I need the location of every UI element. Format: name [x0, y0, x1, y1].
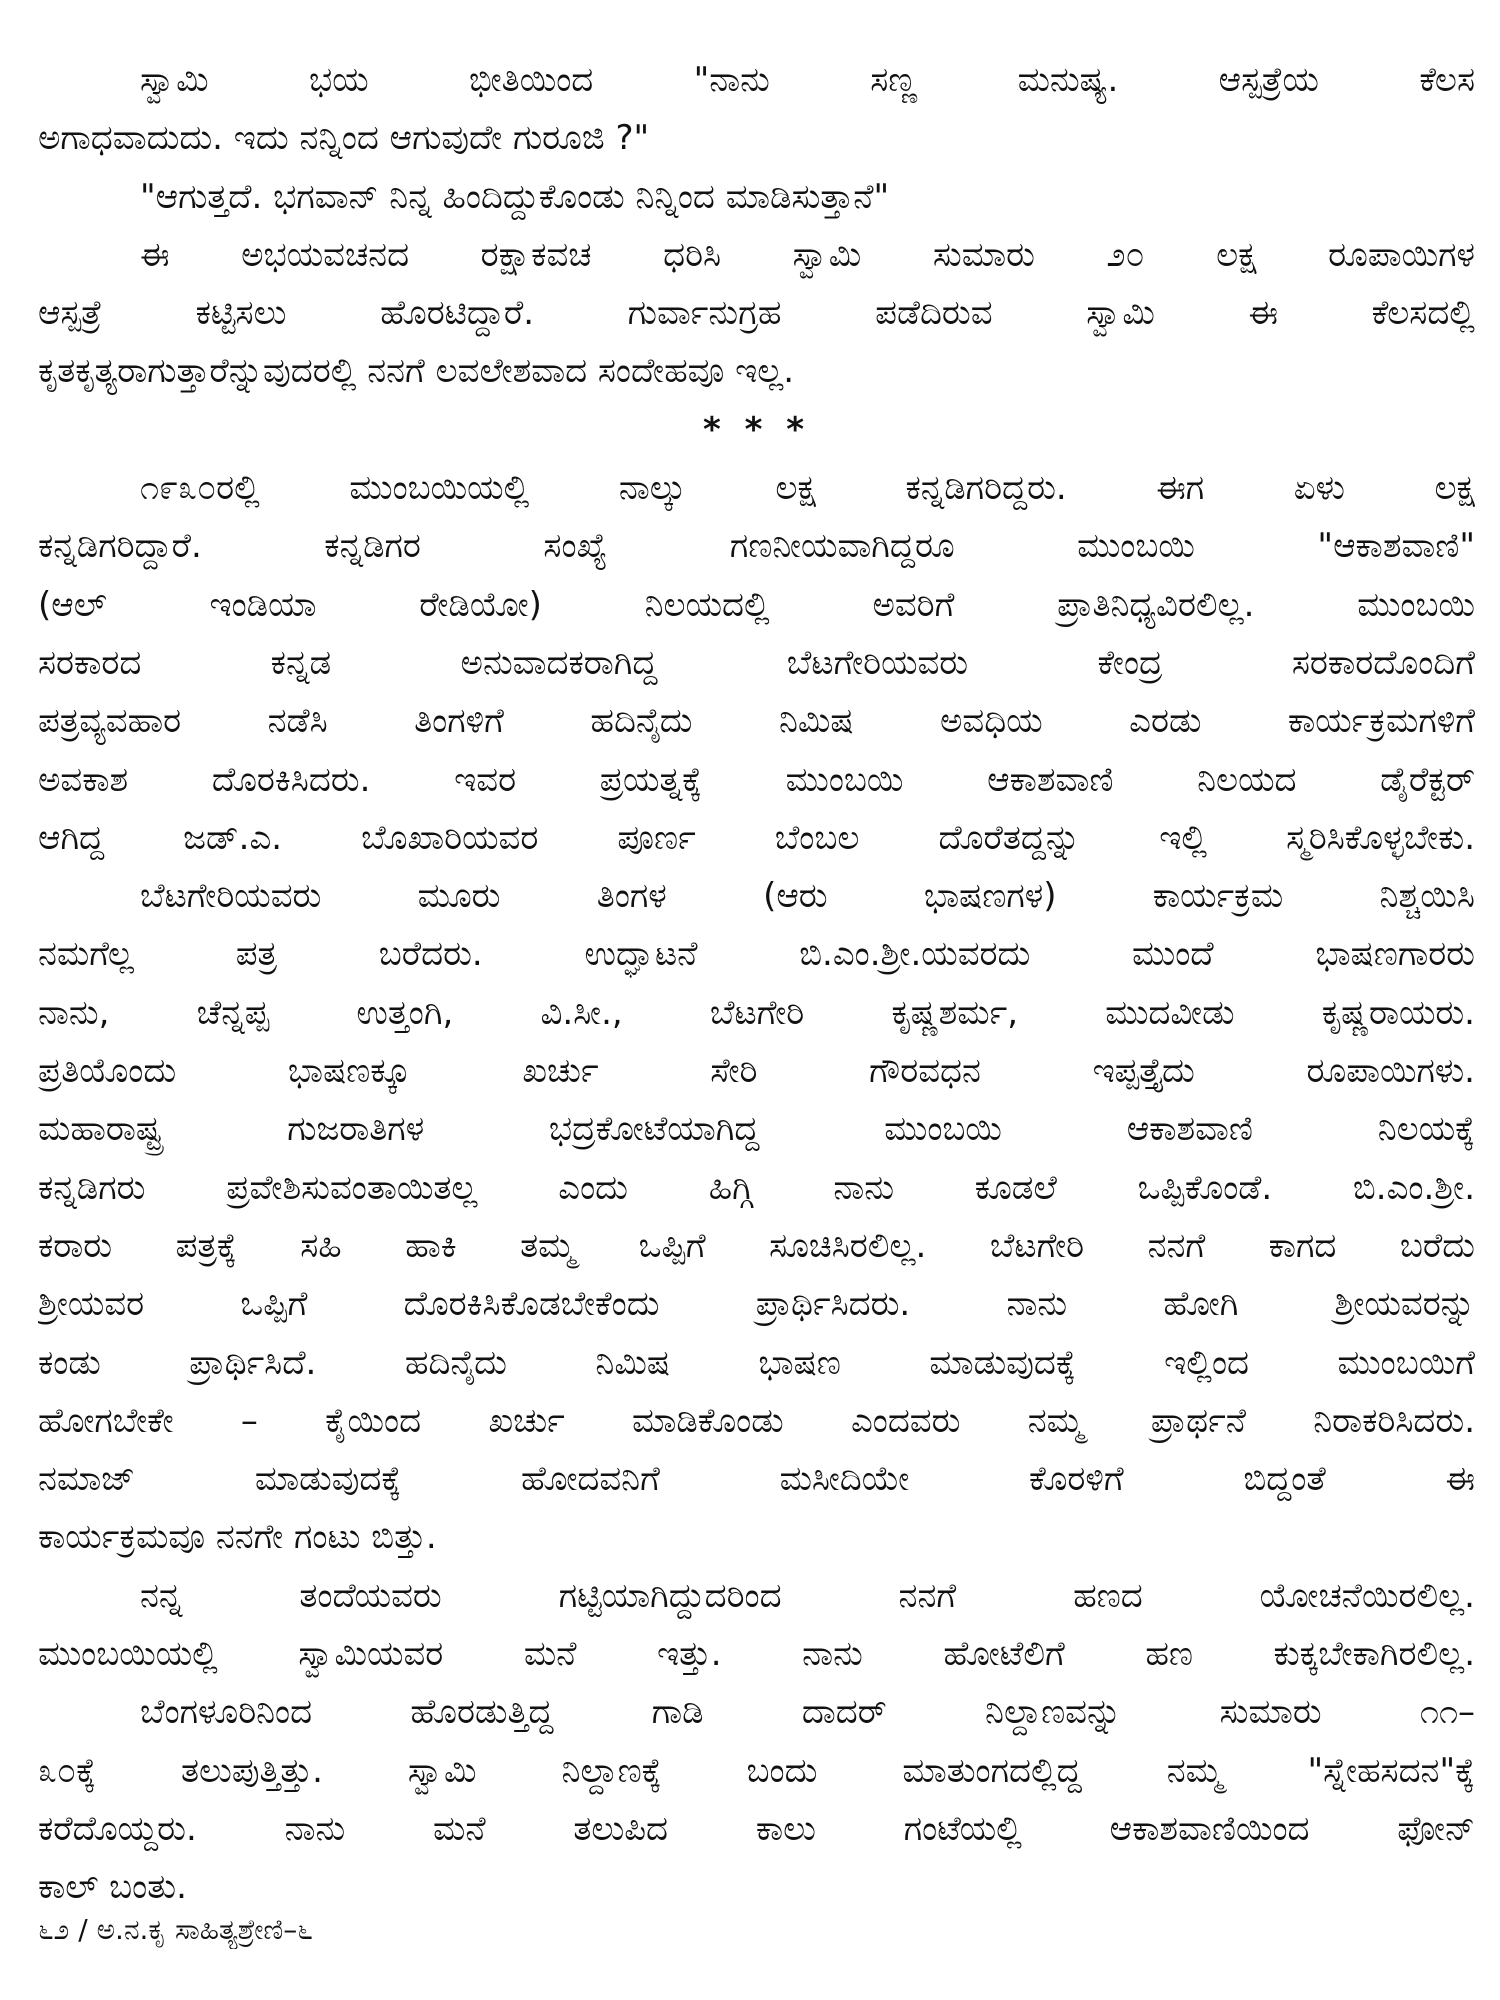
text-line: ಮಹಾರಾಷ್ಟ್ರ ಗುಜರಾತಿಗಳ ಭದ್ರಕೋಟೆಯಾಗಿದ್ದ ಮುಂಬಯಿ ಆಕಾಶವಾಣಿ ನಿಲಯಕ್ಕೆ — [38, 1109, 1475, 1150]
text-line: ನಮಗೆಲ್ಲ ಪತ್ರ ಬರೆದರು. ಉದ್ಘಾಟನೆ ಬಿ.ಎಂ.ಶ್ರೀ.ಯವರದು ಮುಂದೆ ಭಾಷಣಗಾರರು — [38, 934, 1475, 975]
text-line: ಮುಂಬಯಿಯಲ್ಲಿ ಸ್ವಾಮಿಯವರ ಮನೆ ಇತ್ತು. ನಾನು ಹೋಟೆಲಿಗೆ ಹಣ ಕುಕ್ಕಬೇಕಾಗಿರಲಿಲ್ಲ. — [38, 1634, 1475, 1675]
text-line: ಹೋಗಬೇಕೇ – ಕೈಯಿಂದ ಖರ್ಚು ಮಾಡಿಕೊಂಡು ಎಂದವರು ನಮ್ಮ ಪ್ರಾರ್ಥನೆ ನಿರಾಕರಿಸಿದರು. — [38, 1400, 1475, 1441]
text-line: ೧೯೩೦ರಲ್ಲಿ ಮುಂಬಯಿಯಲ್ಲಿ ನಾಲ್ಕು ಲಕ್ಷ ಕನ್ನಡಿಗರಿದ್ದರು. ಈಗ ಏಳು ಲಕ್ಷ — [140, 468, 1475, 509]
text-line: ಬೆಂಗಳೂರಿನಿಂದ ಹೊರಡುತ್ತಿದ್ದ ಗಾಡಿ ದಾದರ್ ನಿಲ್ದಾಣವನ್ನು ಸುಮಾರು ೧೧– — [140, 1692, 1475, 1733]
text-line: ಪತ್ರವ್ಯವಹಾರ ನಡೆಸಿ ತಿಂಗಳಿಗೆ ಹದಿನೈದು ನಿಮಿಷ ಅವಧಿಯ ಎರಡು ಕಾರ್ಯಕ್ರಮಗಳಿಗೆ — [38, 701, 1475, 742]
text-line: ಕರಾರು ಪತ್ರಕ್ಕೆ ಸಹಿ ಹಾಕಿ ತಮ್ಮ ಒಪ್ಪಿಗೆ ಸೂಚಿಸಿರಲಿಲ್ಲ. ಬೆಟಗೇರಿ ನನಗೆ ಕಾಗದ ಬರೆದು — [38, 1225, 1475, 1266]
text-line: ಆಗಿದ್ದ ಜಡ್.ಎ. ಬೊಖಾರಿಯವರ ಪೂರ್ಣ ಬೆಂಬಲ ದೊರೆತದ್ದನ್ನು ಇಲ್ಲಿ ಸ್ಮರಿಸಿಕೊಳ್ಳಬೇಕು. — [38, 817, 1475, 858]
text-line: ನಮಾಜ್ ಮಾಡುವುದಕ್ಕೆ ಹೋದವನಿಗೆ ಮಸೀದಿಯೇ ಕೊರಳಿಗೆ ಬಿದ್ದಂತೆ ಈ — [38, 1459, 1475, 1500]
text-line: ಕಂಡು ಪ್ರಾರ್ಥಿಸಿದೆ. ಹದಿನೈದು ನಿಮಿಷ ಭಾಷಣ ಮಾಡುವುದಕ್ಕೆ ಇಲ್ಲಿಂದ ಮುಂಬಯಿಗೆ — [38, 1342, 1475, 1383]
text-line: ಸ್ವಾಮಿ ಭಯ ಭೀತಿಯಿಂದ "ನಾನು ಸಣ್ಣ ಮನುಷ್ಯ. ಆಸ್ಪತ್ರೆಯ ಕೆಲಸ — [140, 60, 1475, 100]
text-line: ಶ್ರೀಯವರ ಒಪ್ಪಿಗೆ ದೊರಕಿಸಿಕೊಡಬೇಕೆಂದು ಪ್ರಾರ್ಥಿಸಿದರು. ನಾನು ಹೋಗಿ ಶ್ರೀಯವರನ್ನು — [38, 1284, 1475, 1325]
text-line: ಈ ಅಭಯವಚನದ ರಕ್ಷಾಕವಚ ಧರಿಸಿ ಸ್ವಾಮಿ ಸುಮಾರು ೨೦ ಲಕ್ಷ ರೂಪಾಯಿಗಳ — [140, 234, 1475, 275]
text-line: ಆಸ್ಪತ್ರೆ ಕಟ್ಟಿಸಲು ಹೊರಟಿದ್ದಾರೆ. ಗುರ್ವಾನುಗ್ರಹ ಪಡೆದಿರುವ ಸ್ವಾಮಿ ಈ ಕೆಲಸದಲ್ಲಿ — [38, 293, 1475, 334]
section-separator: * * * — [702, 409, 810, 450]
text-line: ಕಾಲ್ ಬಂತು. — [38, 1867, 187, 1908]
text-line: "ಆಗುತ್ತದೆ. ಭಗವಾನ್ ನಿನ್ನ ಹಿಂದಿದ್ದುಕೊಂಡು ನಿನ್ನಿಂದ ಮಾಡಿಸುತ್ತಾನೆ" — [140, 176, 890, 217]
text-line: ಅಗಾಧವಾದುದು. ಇದು ನನ್ನಿಂದ ಆಗುವುದೇ ಗುರೂಜಿ ?" — [38, 118, 650, 159]
text-line: ಅವಕಾಶ ದೊರಕಿಸಿದರು. ಇವರ ಪ್ರಯತ್ನಕ್ಕೆ ಮುಂಬಯಿ ಆಕಾಶವಾಣಿ ನಿಲಯದ ಡೈರೆಕ್ಟರ್ — [38, 759, 1475, 800]
text-line: ಕರೆದೊಯ್ದರು. ನಾನು ಮನೆ ತಲುಪಿದ ಕಾಲು ಗಂಟೆಯಲ್ಲಿ ಆಕಾಶವಾಣಿಯಿಂದ ಫೋನ್ — [38, 1808, 1475, 1849]
text-line: ನಾನು, ಚೆನ್ನಪ್ಪ ಉತ್ತಂಗಿ, ವಿ.ಸೀ., ಬೆಟಗೇರಿ ಕೃಷ್ಣಶರ್ಮ, ಮುದವೀಡು ಕೃಷ್ಣರಾಯರು. — [38, 992, 1475, 1033]
text-line: (ಆಲ್ ಇಂಡಿಯಾ ರೇಡಿಯೋ) ನಿಲಯದಲ್ಲಿ ಅವರಿಗೆ ಪ್ರಾತಿನಿಧ್ಯವಿರಲಿಲ್ಲ. ಮುಂಬಯಿ — [38, 584, 1475, 625]
text-line: ನನ್ನ ತಂದೆಯವರು ಗಟ್ಟಿಯಾಗಿದ್ದುದರಿಂದ ನನಗೆ ಹಣದ ಯೋಚನೆಯಿರಲಿಲ್ಲ. — [140, 1575, 1475, 1616]
text-line: ಕನ್ನಡಿಗರಿದ್ದಾರೆ. ಕನ್ನಡಿಗರ ಸಂಖ್ಯೆ ಗಣನೀಯವಾಗಿದ್ದರೂ ಮುಂಬಯಿ "ಆಕಾಶವಾಣಿ" — [38, 526, 1475, 567]
text-line: ಸರಕಾರದ ಕನ್ನಡ ಅನುವಾದಕರಾಗಿದ್ದ ಬೆಟಗೇರಿಯವರು ಕೇಂದ್ರ ಸರಕಾರದೊಂದಿಗೆ — [38, 642, 1475, 683]
text-line: ಪ್ರತಿಯೊಂದು ಭಾಷಣಕ್ಕೂ ಖರ್ಚು ಸೇರಿ ಗೌರವಧನ ಇಪ್ಪತ್ತೈದು ರೂಪಾಯಿಗಳು. — [38, 1051, 1475, 1092]
page-body — [38, 51, 1475, 1917]
text-line: ಕನ್ನಡಿಗರು ಪ್ರವೇಶಿಸುವಂತಾಯಿತಲ್ಲ ಎಂದು ಹಿಗ್ಗಿ ನಾನು ಕೂಡಲೆ ಒಪ್ಪಿಕೊಂಡೆ. ಬಿ.ಎಂ.ಶ್ರೀ. — [38, 1167, 1475, 1208]
text-line: ೩೦ಕ್ಕೆ ತಲುಪುತ್ತಿತ್ತು. ಸ್ವಾಮಿ ನಿಲ್ದಾಣಕ್ಕೆ ಬಂದು ಮಾತುಂಗದಲ್ಲಿದ್ದ ನಮ್ಮ "ಸ್ನೇಹಸದನ"ಕ್ಕೆ — [38, 1750, 1475, 1791]
text-line: ಕಾರ್ಯಕ್ರಮವೂ ನನಗೇ ಗಂಟು ಬಿತ್ತು. — [38, 1517, 437, 1558]
text-line: ಕೃತಕೃತ್ಯರಾಗುತ್ತಾರೆನ್ನುವುದರಲ್ಲಿ ನನಗೆ ಲವಲೇಶವಾದ ಸಂದೇಹವೂ ಇಲ್ಲ. — [38, 351, 795, 392]
page-footer: ೬೨ / ಅ.ನ.ಕೃ ಸಾಹಿತ್ಯಶ್ರೇಣಿ–೬ — [38, 1913, 313, 1946]
text-line: ಬೆಟಗೇರಿಯವರು ಮೂರು ತಿಂಗಳ (ಆರು ಭಾಷಣಗಳ) ಕಾರ್ಯಕ್ರಮ ನಿಶ್ಚಯಿಸಿ — [140, 876, 1475, 917]
